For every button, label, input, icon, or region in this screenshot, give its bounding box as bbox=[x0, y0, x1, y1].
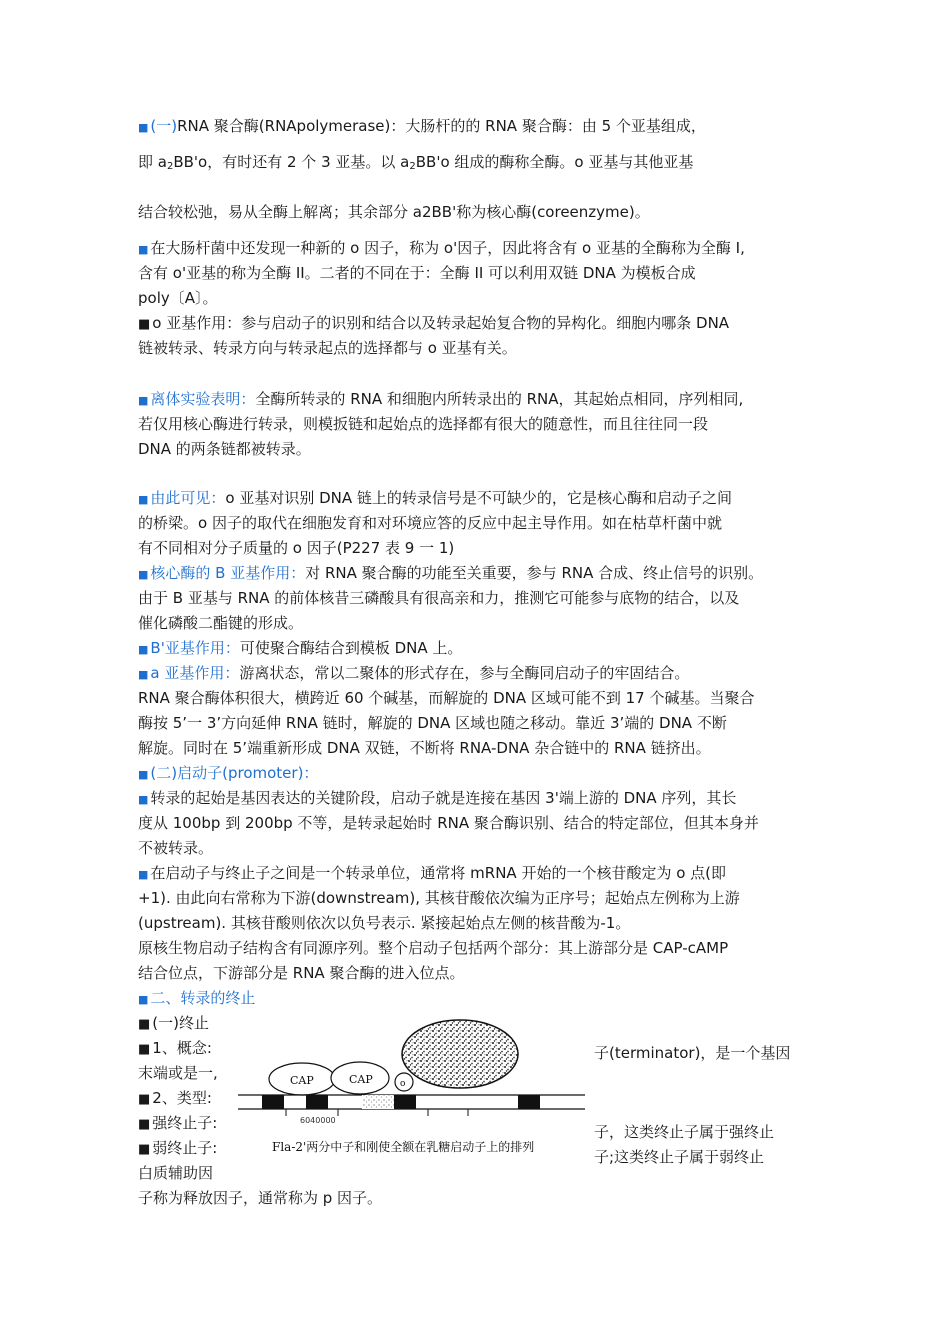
text-line bbox=[138, 838, 213, 858]
text-line bbox=[138, 788, 736, 808]
rna-polymerase-shape bbox=[402, 1020, 518, 1088]
promoter-diagram bbox=[228, 1018, 590, 1154]
text-run: poly〔A〕。 bbox=[138, 289, 218, 307]
text-line bbox=[138, 688, 755, 708]
dna-block-2 bbox=[306, 1095, 328, 1109]
text-run: 酶按 5’一 3’方向延伸 RNA 链时，解旋的 DNA 区域也随之移动。靠近 3’端的 DNA 不断 bbox=[138, 714, 727, 732]
bullet-square-icon: ■ bbox=[138, 121, 149, 134]
text-line bbox=[138, 238, 745, 258]
text-run: 有不同相对分子质量的 o 因子(P227 表 9 一 1) bbox=[138, 539, 455, 557]
text-run: (upstream). 其核苷酸则依次以负号表示. 紧接起始点左侧的核昔酸为-1。 bbox=[138, 914, 631, 932]
text-run: B'亚基作用： bbox=[150, 639, 240, 657]
text-line bbox=[138, 588, 739, 608]
text-run: 原核生物启动子结构含有同源序列。整个启动子包括两个部分：其上游部分是 CAP-cAMP bbox=[138, 939, 729, 957]
text-line bbox=[138, 152, 693, 172]
bullet-square-icon: ■ bbox=[138, 568, 149, 581]
dna-block-1 bbox=[262, 1095, 284, 1109]
text-run: 2 bbox=[409, 161, 416, 172]
bullet-square-icon: ■ bbox=[138, 643, 149, 656]
text-line bbox=[138, 202, 650, 222]
dna-block-3 bbox=[394, 1095, 416, 1109]
figure-top-tag: 6040000 bbox=[300, 1116, 336, 1125]
text-run: (二)启动子(promoter)： bbox=[150, 764, 319, 782]
dna-block-4 bbox=[518, 1095, 540, 1109]
text-run: o 亚基对识别 DNA 链上的转录信号是不可缺少的，它是核心酶和启动子之间 bbox=[225, 489, 732, 507]
text-line bbox=[138, 1088, 212, 1108]
text-line bbox=[138, 513, 722, 533]
bullet-square-icon: ■ bbox=[138, 768, 149, 781]
text-run: 由此可见： bbox=[150, 489, 226, 507]
text-run: 即 a bbox=[138, 153, 167, 171]
text-run: RNA 聚合酶(RNApolymerase)：大肠杆的的 RNA 聚合酶：由 5 个亚基组成， bbox=[177, 117, 706, 135]
bullet-square-icon: ■ bbox=[138, 1117, 151, 1132]
text-line bbox=[138, 1113, 217, 1133]
text-run: 对 RNA 聚合酶的功能至关重要，参与 RNA 合成、终止信号的识别。 bbox=[305, 564, 764, 582]
text-line bbox=[138, 1163, 213, 1183]
text-line bbox=[138, 763, 318, 783]
text-run: 结合位点，下游部分是 RNA 聚合酶的进入位点。 bbox=[138, 964, 465, 982]
text-run: 的桥梁。o 因子的取代在细胞发育和对环境应答的反应中起主导作用。如在枯草杆菌中就 bbox=[138, 514, 722, 532]
text-line bbox=[138, 988, 255, 1008]
text-run: (一)终止 bbox=[152, 1014, 210, 1032]
text-line bbox=[138, 913, 630, 933]
text-run: RNA 聚合酶体积很大，横跨近 60 个碱基，而解旋的 DNA 区域可能不到 17 个碱基。当聚合 bbox=[138, 689, 755, 707]
text-run: 末端或是一, bbox=[138, 1064, 218, 1082]
text-run: 离体实验表明： bbox=[150, 390, 256, 408]
text-run: 游离状态，常以二聚体的形式存在，参与全酶同启动子的牢固结合。 bbox=[239, 664, 690, 682]
text-line bbox=[138, 389, 743, 409]
text-line bbox=[138, 613, 303, 633]
text-line bbox=[138, 1063, 218, 1083]
bullet-square-icon: ■ bbox=[138, 868, 149, 881]
text-line bbox=[138, 1038, 212, 1058]
text-run: 结合较松弛，易从全酶上解离；其余部分 a2BB'称为核心酶(coreenzyme)。 bbox=[138, 203, 650, 221]
text-line bbox=[138, 1138, 217, 1158]
bullet-square-icon: ■ bbox=[138, 1142, 151, 1157]
bullet-square-icon: ■ bbox=[138, 493, 149, 506]
bullet-square-icon: ■ bbox=[138, 668, 149, 681]
cap-label-2: CAP bbox=[349, 1073, 373, 1086]
bullet-square-icon: ■ bbox=[138, 317, 151, 332]
text-run: 1、概念: bbox=[152, 1039, 212, 1057]
text-line bbox=[138, 638, 462, 658]
text-run: 白质辅助因 bbox=[138, 1164, 214, 1182]
text-line bbox=[138, 313, 729, 333]
text-line bbox=[138, 263, 696, 283]
text-line bbox=[138, 414, 708, 434]
text-line bbox=[138, 563, 763, 583]
right-text-fragment: 子，这类终止子属于强终止 bbox=[594, 1123, 775, 1141]
text-run: a 亚基作用： bbox=[150, 664, 240, 682]
text-run: DNA 的两条链都被转录。 bbox=[138, 440, 311, 458]
dna-speckle-patch bbox=[362, 1095, 394, 1109]
cap-label-1: CAP bbox=[290, 1074, 314, 1087]
text-line bbox=[138, 538, 454, 558]
text-run: 强终止子: bbox=[152, 1114, 218, 1132]
right-text-fragment: 子(terminator)，是一个基因 bbox=[594, 1044, 791, 1062]
text-run: 由于 B 亚基与 RNA 的前体核昔三磷酸具有很高亲和力，推测它可能参与底物的结合，以及 bbox=[138, 589, 740, 607]
text-line bbox=[138, 738, 711, 758]
text-line bbox=[138, 813, 759, 833]
text-run: 若仅用核心酶进行转录，则模扳链和起始点的选择都有很大的随意性，而且往往同一段 bbox=[138, 415, 709, 433]
text-line bbox=[138, 1013, 209, 1033]
text-line bbox=[138, 663, 689, 683]
text-run: 在大肠杆菌中还发现一种新的 o 因子，称为 o'因子，因此将含有 o 亚基的全酶称为全酶 I, bbox=[150, 239, 745, 257]
text-run: 子称为释放因子，通常称为 p 因子。 bbox=[138, 1189, 383, 1207]
bullet-square-icon: ■ bbox=[138, 1042, 151, 1057]
bullet-square-icon: ■ bbox=[138, 993, 149, 1006]
bullet-square-icon: ■ bbox=[138, 394, 149, 407]
text-line bbox=[138, 888, 740, 908]
sigma-label: o bbox=[400, 1079, 406, 1089]
text-run: 不被转录。 bbox=[138, 839, 214, 857]
text-line bbox=[138, 288, 218, 308]
text-run: 链被转录、转录方向与转录起点的选择都与 o 亚基有关。 bbox=[138, 339, 517, 357]
text-run: 全酶所转录的 RNA 和细胞内所转录出的 RNA，其起始点相同，序列相同, bbox=[255, 390, 744, 408]
text-run: o 亚基作用：参与启动子的识别和结合以及转录起始复合物的异构化。细胞内哪条 DNA bbox=[152, 314, 730, 332]
promoter-figure bbox=[228, 1018, 590, 1154]
figure-caption: Fla-2'两分中子和刚使全额在乳糖启动子上的排列 bbox=[272, 1140, 535, 1154]
text-line bbox=[138, 338, 517, 358]
text-line bbox=[138, 439, 311, 459]
text-run: 二、转录的终止 bbox=[150, 989, 256, 1007]
text-run: 转录的起始是基因表达的关键阶段，启动子就是连接在基因 3'端上游的 DNA 序列，其长 bbox=[150, 789, 737, 807]
text-run: BB'o，有时还有 2 个 3 亚基。以 a bbox=[173, 153, 410, 171]
text-run: 弱终止子: bbox=[152, 1139, 218, 1157]
text-run: 解旋。同时在 5’端重新形成 DNA 双链，不断将 RNA-DNA 杂合链中的 RNA 链挤出。 bbox=[138, 739, 711, 757]
bullet-square-icon: ■ bbox=[138, 1017, 151, 1032]
text-line bbox=[138, 116, 706, 136]
text-run: 度从 100bp 到 200bp 不等，是转录起始时 RNA 聚合酶识别、结合的特定部位，但其本身并 bbox=[138, 814, 759, 832]
bullet-square-icon: ■ bbox=[138, 793, 149, 806]
text-run: 在启动子与终止子之间是一个转录单位，通常将 mRNA 开始的一个核苷酸定为 o 点(即 bbox=[150, 864, 727, 882]
text-run: 含有 o'亚基的称为全酶 II。二者的不同在于：全酶 II 可以利用双链 DNA 为模板合成 bbox=[138, 264, 696, 282]
text-line bbox=[138, 713, 727, 733]
bullet-square-icon: ■ bbox=[138, 243, 149, 256]
text-run: +1). 由此向右常称为下游(downstream), 其核苷酸依次编为正序号；起始点左例称为上游 bbox=[138, 889, 740, 907]
text-run: 核心酶的 B 亚基作用： bbox=[150, 564, 306, 582]
text-line bbox=[138, 488, 732, 508]
text-line bbox=[138, 1188, 382, 1208]
text-run: 2 bbox=[166, 161, 174, 172]
text-run: (一) bbox=[150, 117, 178, 135]
text-run: BB'o 组成的酶称全酶。o 亚基与其他亚基 bbox=[415, 153, 694, 171]
text-line bbox=[138, 938, 728, 958]
text-run: 可使聚合酶结合到模板 DNA 上。 bbox=[239, 639, 463, 657]
text-run: 催化磷酸二酯键的形成。 bbox=[138, 614, 304, 632]
right-text-fragment: 子;这类终止子属于弱终止 bbox=[594, 1148, 765, 1166]
bullet-square-icon: ■ bbox=[138, 1092, 151, 1107]
text-line bbox=[138, 963, 464, 983]
text-run: 2、类型: bbox=[152, 1089, 212, 1107]
text-line bbox=[138, 863, 726, 883]
